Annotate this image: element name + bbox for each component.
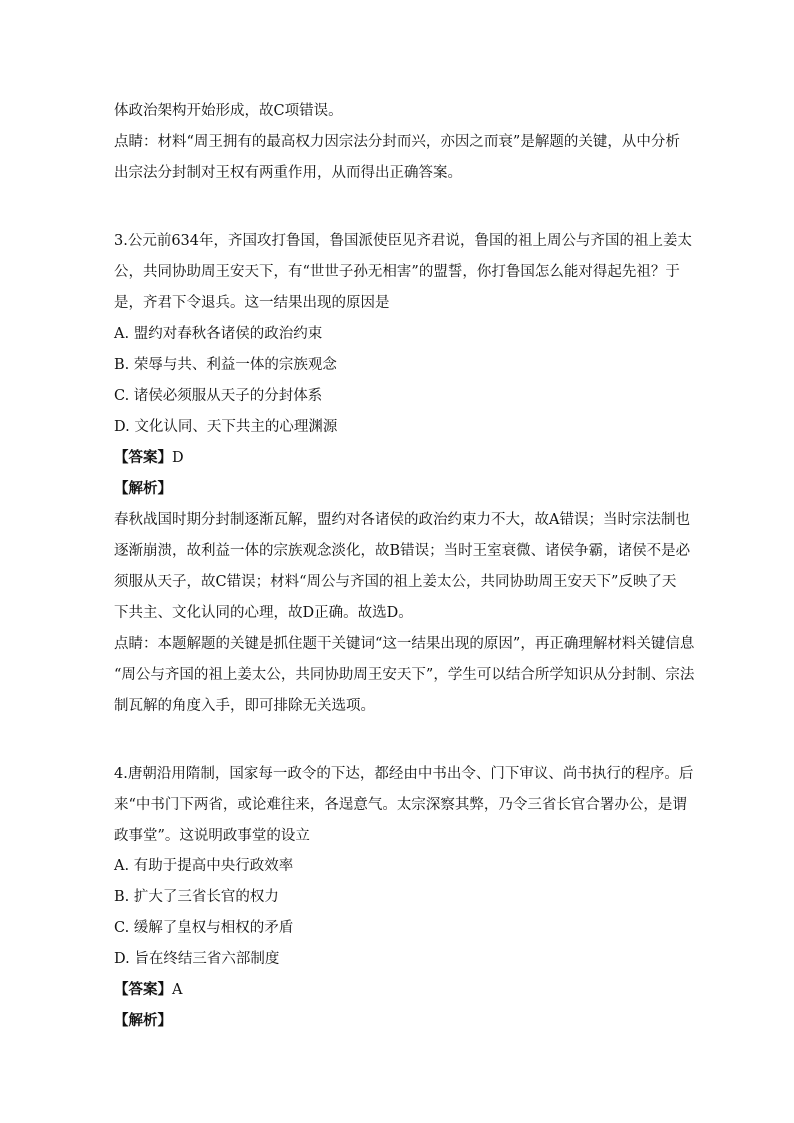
q3-note-line: 制瓦解的角度入手，即可排除无关选项。: [114, 698, 375, 714]
q3-answer: [114, 448, 184, 468]
q4-analysis-label: 【解析】: [114, 1012, 172, 1029]
q4-stem-line: 政事堂”。这说明政事堂的设立: [114, 828, 310, 844]
q4-answer: [114, 980, 182, 1000]
answer-value: D: [172, 450, 184, 466]
q4-option-d: D. 旨在终结三省六部制度: [114, 951, 280, 967]
q3-option-d: D. 文化认同、天下共主的心理渊源: [114, 419, 338, 435]
q3-note-line: “周公与齐国的祖上姜太公，共同协助周王安天下”，学生可以结合所学知识从分封制、宗法: [114, 667, 695, 683]
answer-label: 【答案】: [114, 449, 172, 466]
q3-analysis-label: 【解析】: [114, 480, 172, 497]
q3-stem-line: 是，齐君下令退兵。这一结果出现的原因是: [114, 295, 390, 311]
q4-stem-line: 来“中书门下两省，或论难往来，各逞意气。太宗深察其弊，乃令三省长官合署办公，是谓: [114, 797, 687, 813]
prev-note-line: 出宗法分封制对王权有两重作用，从而得出正确答案。: [114, 165, 462, 181]
q3-analysis-line: 须服从天子，故C错误；材料“周公与齐国的祖上姜太公，共同协助周王安天下”反映了天: [114, 574, 677, 590]
q3-analysis-line: 逐渐崩溃，故利益一体的宗族观念淡化，故B错误；当时王室衰微、诸侯争霸，诸侯不是必: [114, 543, 691, 559]
q3-option-b: B. 荣辱与共、利益一体的宗族观念: [114, 357, 337, 373]
answer-value: A: [172, 982, 183, 998]
q4-option-b: B. 扩大了三省长官的权力: [114, 889, 279, 905]
q3-analysis-line: 春秋战国时期分封制逐渐瓦解，盟约对各诸侯的政治约束力不大，故A错误；当时宗法制也: [114, 512, 690, 528]
q3-stem-line: 3.公元前634年，齐国攻打鲁国，鲁国派使臣见齐君说，鲁国的祖上周公与齐国的祖上姜太: [114, 233, 693, 249]
q3-option-c: C. 诸侯必须服从天子的分封体系: [114, 388, 323, 404]
q4-option-a: A. 有助于提高中央行政效率: [114, 858, 294, 874]
prev-analysis-line: 体政治架构开始形成，故C项错误。: [114, 103, 343, 119]
q4-option-c: C. 缓解了皇权与相权的矛盾: [114, 920, 294, 936]
q4-stem-line: 4.唐朝沿用隋制，国家每一政令的下达，都经由中书出令、门下审议、尚书执行的程序。后: [114, 766, 694, 782]
q3-option-a: A. 盟约对春秋各诸侯的政治约束: [114, 326, 323, 342]
q3-analysis-line: 下共主、文化认同的心理，故D正确。故选D。: [114, 605, 413, 621]
q3-stem-line: 公，共同协助周王安天下，有“世世子孙无相害”的盟誓，你打鲁国怎么能对得起先祖？于: [114, 264, 680, 280]
prev-note-line: 点睛：材料“周王拥有的最高权力因宗法分封而兴，亦因之而衰”是解题的关键，从中分析: [114, 134, 680, 150]
answer-label: 【答案】: [114, 981, 172, 998]
q3-note-line: 点睛：本题解题的关键是抓住题干关键词“这一结果出现的原因”，再正确理解材料关键信息: [114, 636, 695, 652]
